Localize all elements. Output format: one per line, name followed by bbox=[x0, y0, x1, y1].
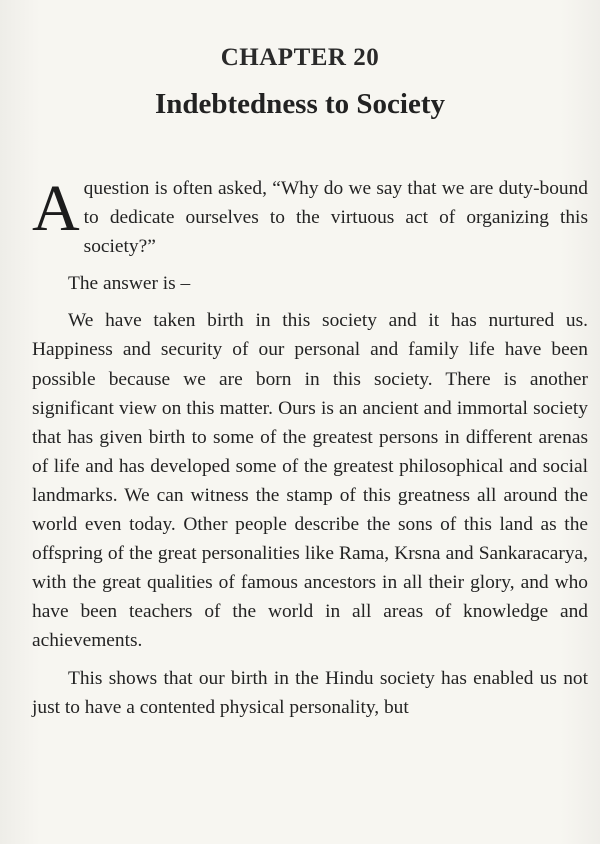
paragraph-1-text: question is often asked, “Why do we say that we are duty-bound to dedicate ourselves to the virtuous act of organizing this society?” bbox=[83, 178, 588, 258]
chapter-number: CHAPTER 20 bbox=[220, 44, 380, 71]
chapter-title: Indebtedness to Society bbox=[154, 88, 445, 120]
paragraph-1 bbox=[32, 174, 588, 261]
paragraph-2: The answer is – bbox=[68, 273, 191, 295]
paragraph-3: We have taken birth in this society and it has nurtured us. Happiness and security of our personal and family life have been possible because we are born in this society. There is another significant view on this matter. Ours is an ancient and immortal society that has given birth to some of the greatest persons in different arenas of life and has developed some of the greatest philosophical and social landmarks. We can witness the stamp of this greatness all around the world even today. Other people describe the sons of this land as the offspring of the great personalities like Rama, Krsna and Sankaracarya, with the great qualities of famous ancestors in all their glory, and who have been teachers of the world in all areas of knowledge and achievements. bbox=[32, 310, 588, 652]
chapter-body bbox=[32, 174, 588, 730]
drop-cap: A bbox=[32, 172, 80, 245]
paragraph-4: This shows that our birth in the Hindu society has enabled us not just to have a contented physical personality, but bbox=[32, 667, 588, 718]
